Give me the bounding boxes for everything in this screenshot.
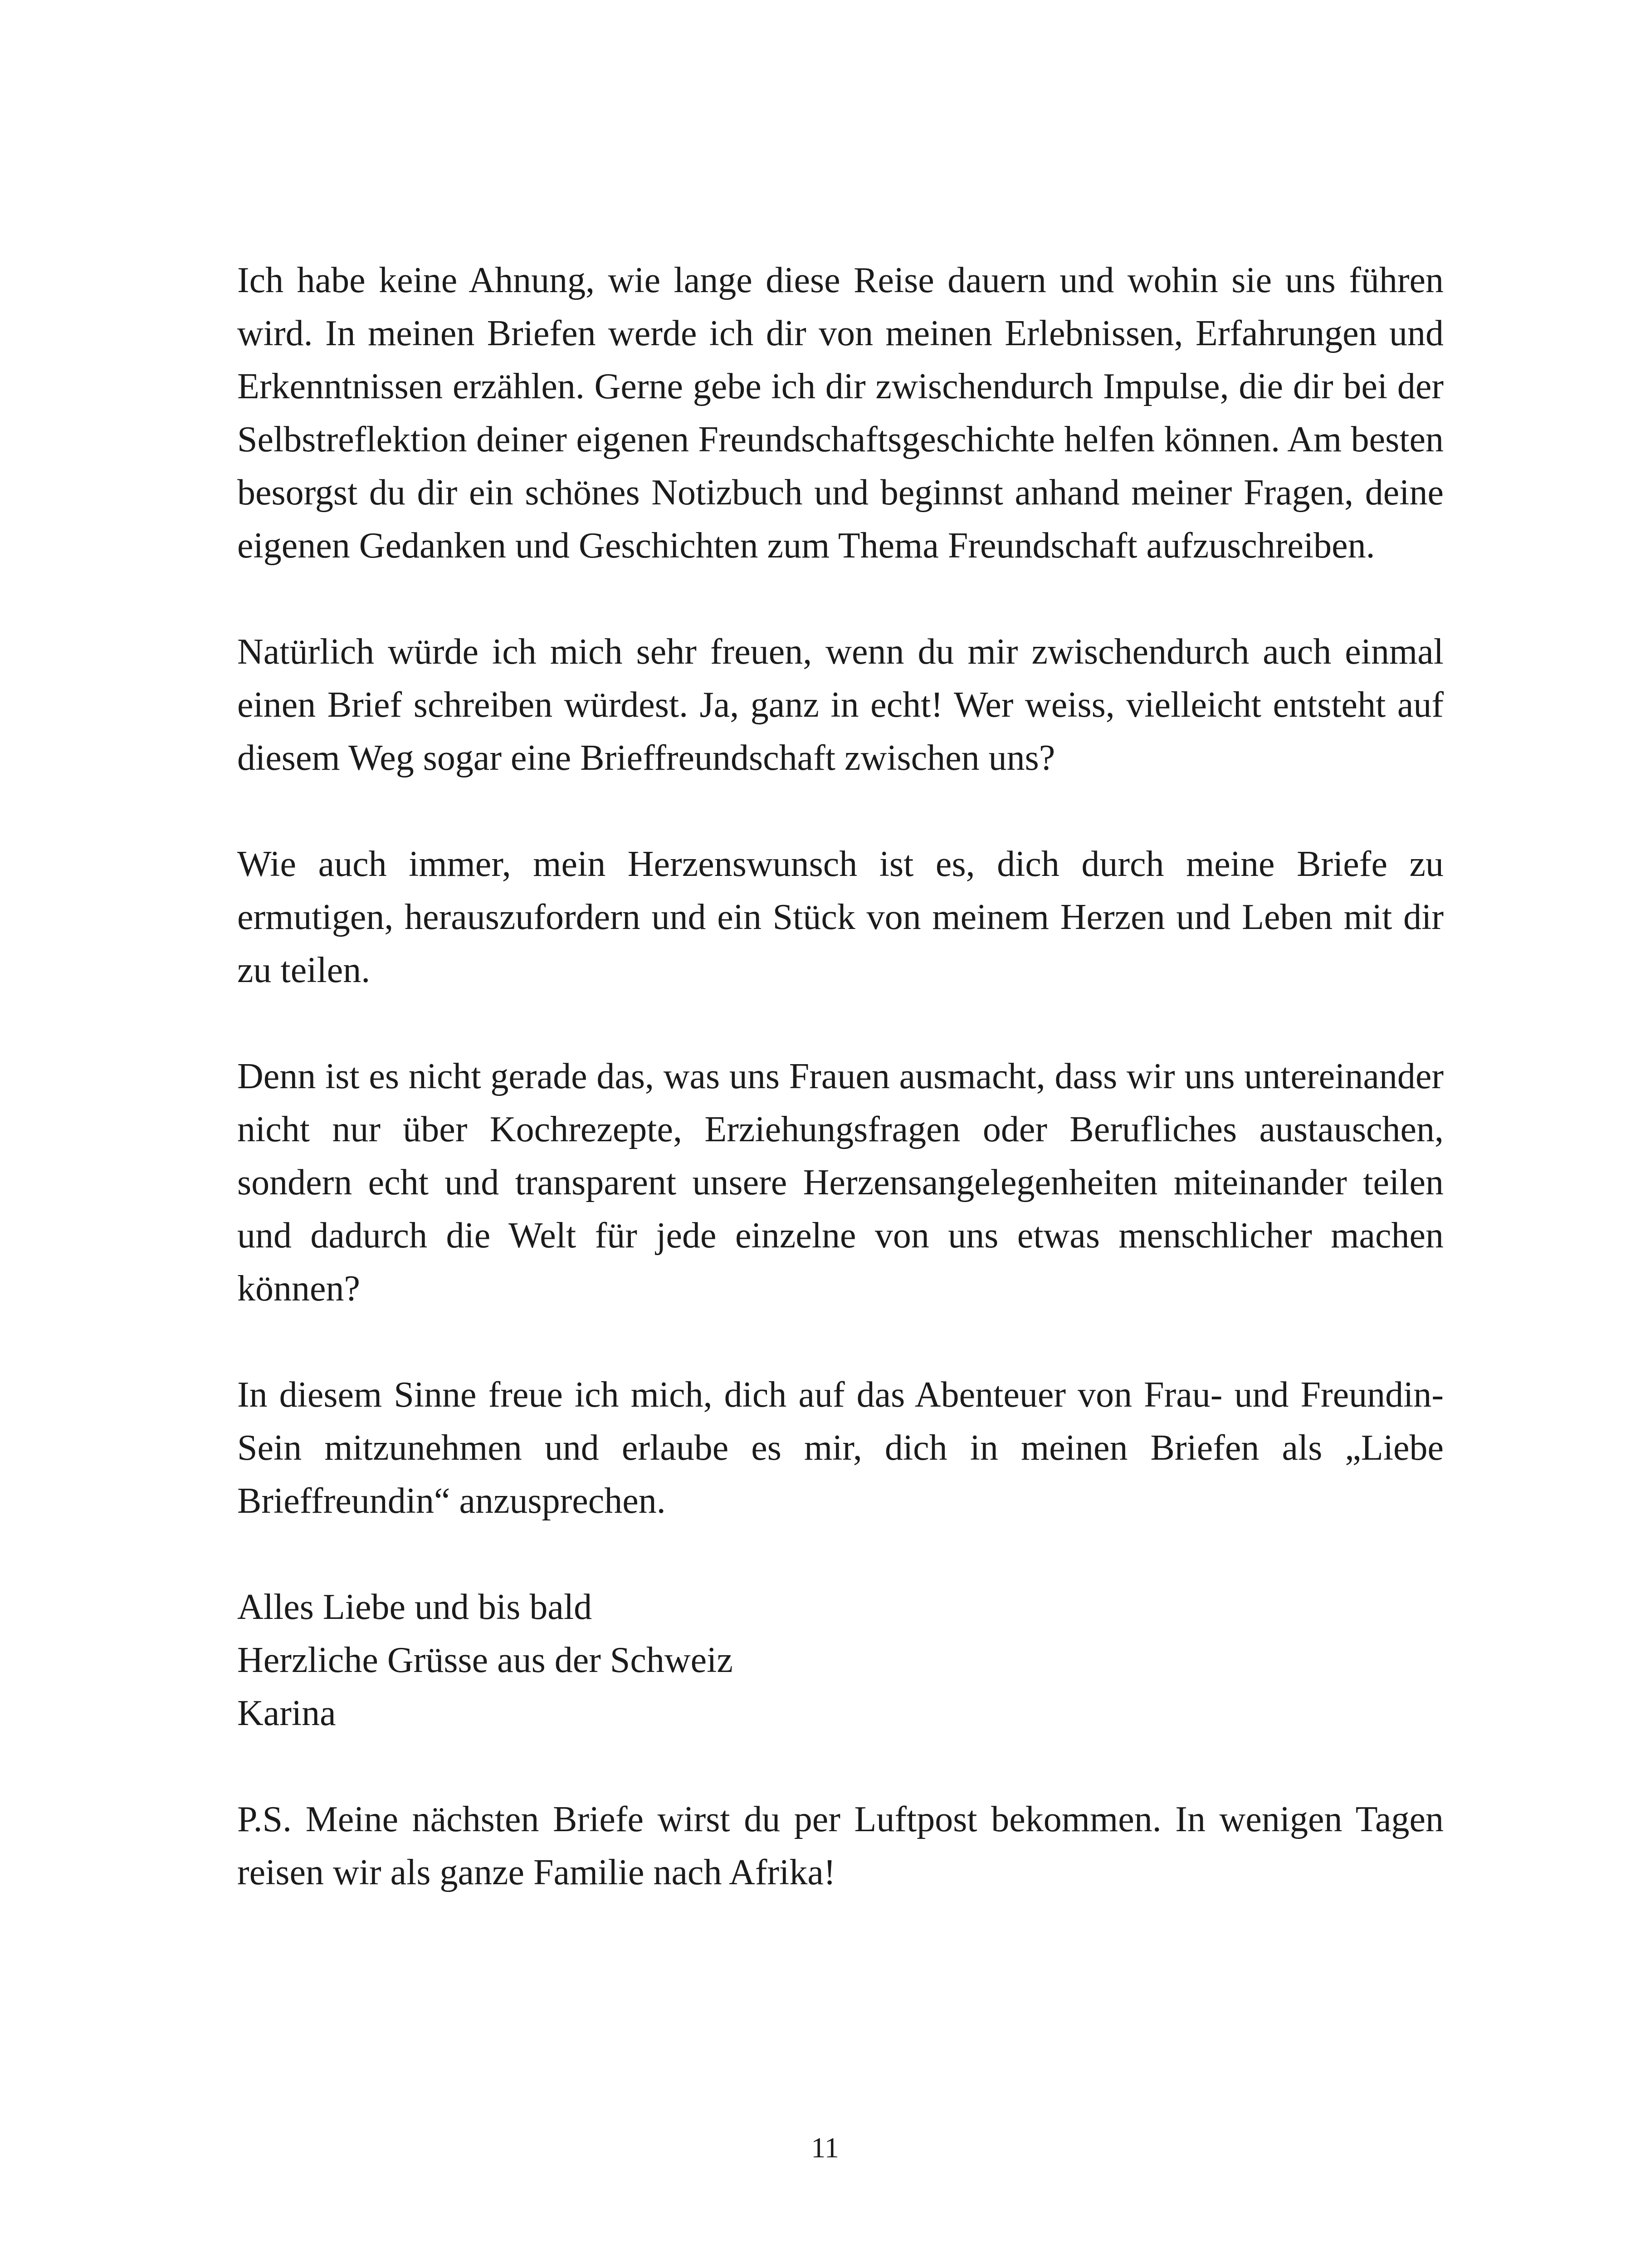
paragraph-adventure: In diesem Sinne freue ich mich, dich auf das Abenteuer von Frau- und Freundin-Sein mitzunehmen und erlaube es mir, dich in meinen Briefen als „Liebe Brieffreundin“ anzusprechen. (237, 1375, 1444, 1521)
paragraph-heart-wish: Wie auch immer, mein Herzenswunsch ist es, dich durch meine Briefe zu ermutigen, herauszufordern und ein Stück von meinem Herzen und Leben mit dir zu teilen. (237, 844, 1444, 990)
page-number: 11 (811, 2131, 839, 2164)
letter-body (237, 254, 1444, 1899)
paragraph-women-share: Denn ist es nicht gerade das, was uns Frauen ausmacht, dass wir uns untereinander nicht nur über Kochrezepte, Erziehungsfragen oder Berufliches austauschen, sondern echt und transparent unsere Herzensangelegenheiten miteinander teilen und dadurch die Welt für jede einzelne von uns etwas menschlicher machen können? (237, 1056, 1444, 1309)
postscript: P.S. Meine nächsten Briefe wirst du per Luftpost bekommen. In wenigen Tagen reisen wir als ganze Familie nach Afrika! (237, 1799, 1444, 1892)
paragraph-write-back: Natürlich würde ich mich sehr freuen, wenn du mir zwischendurch auch einmal einen Brief schreiben würdest. Ja, ganz in echt! Wer weiss, vielleicht entsteht auf diesem Weg sogar eine Brieffreundschaft zwischen uns? (237, 632, 1444, 778)
paragraph-journey: Ich habe keine Ahnung, wie lange diese Reise dauern und wohin sie uns führen wird. In meinen Briefen werde ich dir von meinen Erlebnissen, Erfahrungen und Erkenntnissen erzählen. Gerne gebe ich dir zwischendurch Impulse, die dir bei der Selbstreflektion deiner eigenen Freundschaftsgeschichte helfen können. Am besten besorgst du dir ein schönes Notizbuch und beginnst anhand meiner Fragen, deine eigenen Gedanken und Geschichten zum Thema Freundschaft aufzuschreiben. (237, 260, 1444, 566)
signature: Karina (237, 1693, 336, 1733)
letter-closing (237, 1581, 1444, 1740)
closing-regards: Herzliche Grüsse aus der Schweiz (237, 1640, 733, 1680)
closing-greeting: Alles Liebe und bis bald (237, 1587, 592, 1627)
